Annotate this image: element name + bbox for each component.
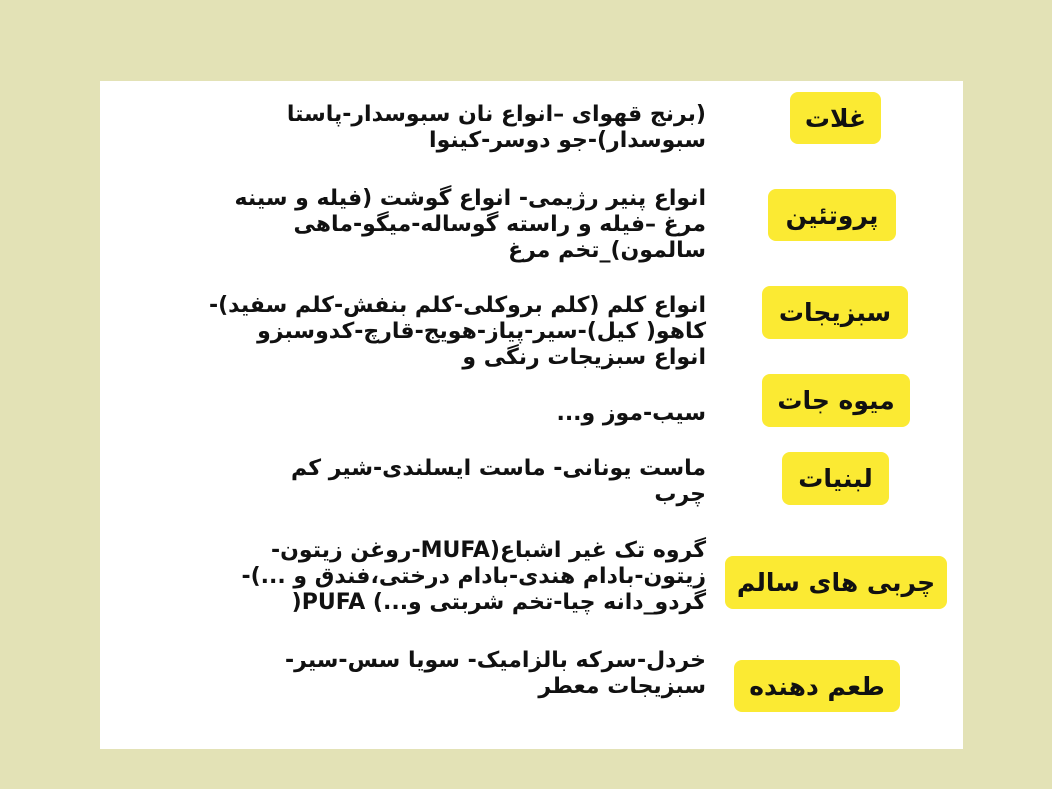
healthy-fats-description: گروه تک غیر اشباع(MUFA-روغن زیتون- زیتون-بادام هندی-بادام درختی،فندق و ...)- (PUFA گردو_دانه چیا-تخم شربتی و...) — [241, 538, 706, 615]
vegetables-description: انواع کلم (کلم بروکلی-کلم بنفش-کلم سفید)- کاهو( کیل)-سیر-پیاز-هویج-قارچ-کدوسبزو انواع سبزیجات رنگی و — [208, 293, 706, 370]
protein-tag: پروتئین — [768, 189, 896, 241]
grains-tag: غلات — [790, 92, 881, 144]
dairy-description: ماست یونانی- ماست ایسلندی-شیر کم چرب — [291, 456, 706, 507]
flavorings-tag: طعم دهنده — [734, 660, 900, 712]
protein-description: انواع پنیر رژیمی- انواع گوشت (فیله و سینه مرغ –فیله و راسته گوساله-میگو-ماهی سالمون)_تخم مرغ — [234, 186, 706, 263]
vegetables-tag: سبزیجات — [762, 286, 908, 339]
grains-description: (برنج قهوای –انواع نان سبوسدار-پاستا سبوسدار)-جو دوسر-کینوا — [286, 102, 706, 153]
fruits-tag: میوه جات — [762, 374, 910, 427]
healthy-fats-tag: چربی های سالم — [725, 556, 947, 609]
dairy-tag: لبنیات — [782, 452, 889, 505]
content-panel — [100, 81, 963, 749]
flavorings-description: خردل-سرکه بالزامیک- سویا سس-سیر- سبزیجات معطر — [285, 648, 706, 699]
fruits-description: سیب-موز و... — [556, 401, 706, 426]
